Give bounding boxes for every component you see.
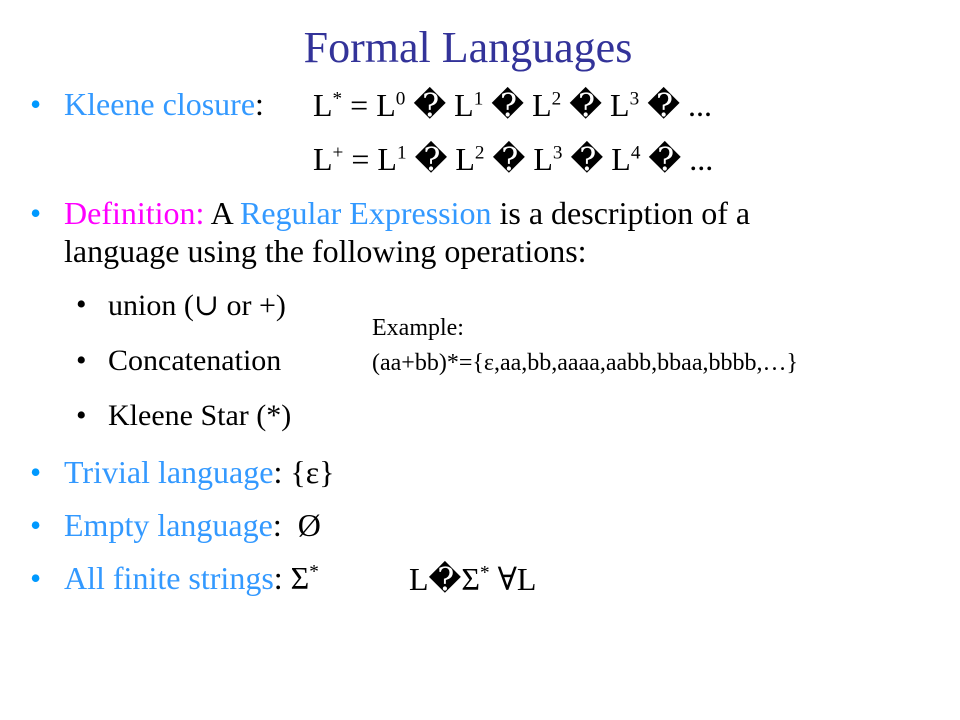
trivial-line — [64, 454, 335, 491]
formula-base: L�Σ — [409, 561, 480, 597]
bullet: • — [30, 560, 42, 596]
kleene-line — [30, 86, 41, 123]
sub-bullet: • — [76, 288, 87, 321]
regular-expression-term: Regular Expression — [240, 195, 492, 231]
definition-label: Definition: — [64, 195, 205, 231]
formula-sup: 2 — [551, 88, 562, 110]
formula-sup: 2 — [474, 142, 485, 164]
trivial-label: Trivial language — [64, 454, 274, 490]
definition-bullet — [30, 195, 41, 232]
kleene-star-formula — [313, 86, 712, 124]
formula-base: � L — [405, 87, 474, 123]
kleene-colon: : — [255, 86, 264, 122]
formula-sup: * — [332, 88, 343, 110]
kleene-label: Kleene closure — [64, 86, 256, 122]
definition-line-1 — [64, 195, 750, 232]
bullet: • — [30, 86, 42, 122]
formula-base: � L — [406, 141, 475, 177]
operation-union: union (∪ or +) — [108, 289, 286, 322]
empty-value: Ø — [297, 507, 321, 543]
formula-base: � L — [561, 87, 630, 123]
formula-base: � L — [562, 141, 631, 177]
formula-base: � L — [484, 141, 553, 177]
bullet: • — [30, 507, 42, 543]
finite-line — [64, 560, 319, 597]
kleene-plus-formula — [313, 140, 713, 178]
definition-text: A — [204, 195, 240, 231]
formula-base: L — [313, 141, 333, 177]
formula-sup: 0 — [395, 88, 406, 110]
finite-bullet — [30, 560, 41, 597]
formula-sup: 4 — [630, 142, 641, 164]
finite-relation — [409, 560, 536, 598]
formula-base: = L — [342, 87, 396, 123]
formula-sup: 1 — [473, 88, 484, 110]
sigma-symbol: Σ — [290, 560, 310, 596]
formula-base: = L — [343, 141, 397, 177]
example-expression: (aa+bb)*={ε,aa,bb,aaaa,aabb,bbaa,bbbb,…} — [372, 350, 798, 376]
formula-sup: + — [332, 142, 344, 164]
operation-concatenation: Concatenation — [108, 344, 282, 377]
formula-sup: 1 — [396, 142, 407, 164]
empty-colon: : — [272, 507, 282, 543]
forall-symbol: ∀L — [497, 561, 537, 597]
formula-sup: * — [309, 561, 319, 583]
slide-title: Formal Languages — [303, 23, 633, 72]
formula-sup: * — [479, 562, 490, 584]
empty-line — [64, 507, 321, 544]
finite-label: All finite strings — [64, 560, 274, 596]
formula-base: L — [313, 87, 333, 123]
example-label: Example: — [372, 315, 464, 341]
formula-tail: � ... — [640, 141, 714, 177]
sub-bullet: • — [76, 344, 87, 377]
trivial-colon: : — [273, 454, 283, 490]
kleene-label-group — [64, 86, 264, 123]
formula-base: � L — [483, 87, 552, 123]
finite-colon: : — [273, 560, 283, 596]
formula-sup: 3 — [552, 142, 563, 164]
bullet: • — [30, 195, 42, 231]
definition-text: is a description of a — [491, 195, 751, 231]
trivial-bullet — [30, 454, 41, 491]
sub-bullet: • — [76, 399, 87, 432]
empty-bullet — [30, 507, 41, 544]
definition-line-2: language using the following operations: — [64, 233, 587, 269]
operation-kleene-star: Kleene Star (*) — [108, 399, 292, 432]
formula-tail: � ... — [639, 87, 712, 123]
trivial-value: {ε} — [290, 454, 335, 490]
bullet: • — [30, 454, 42, 490]
formula-sup: 3 — [629, 88, 640, 110]
empty-label: Empty language — [64, 507, 273, 543]
